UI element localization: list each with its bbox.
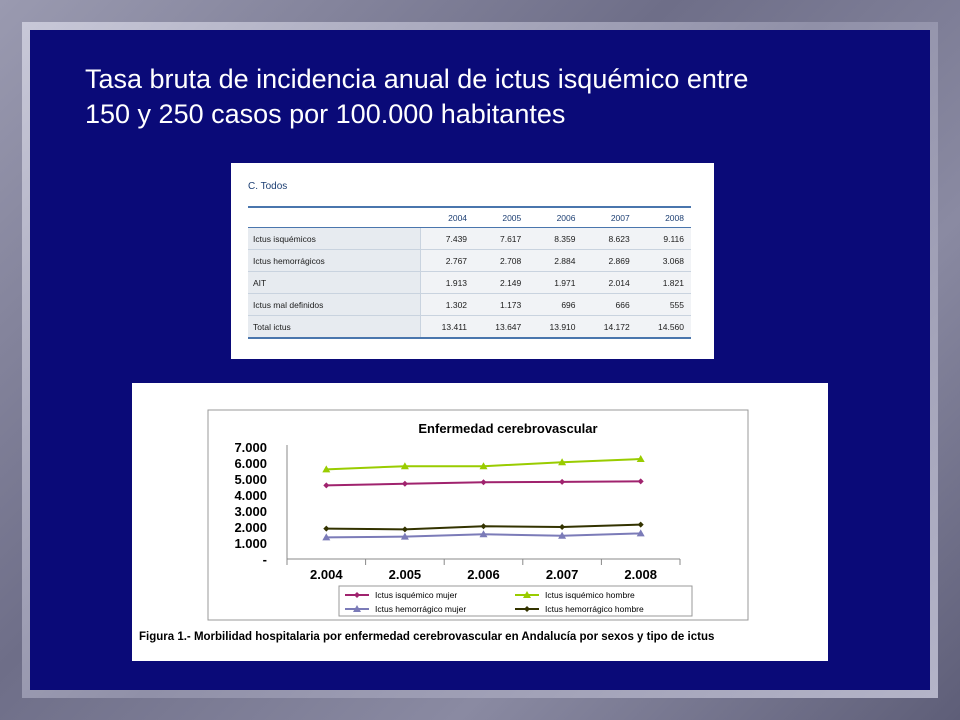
table-header-year: 2005: [474, 208, 528, 228]
slide-title-line-1: Tasa bruta de incidencia anual de ictus isquémico entre: [85, 64, 749, 94]
table-cell: 555: [637, 294, 691, 316]
chart-panel: [132, 383, 828, 661]
table-cell: 1.302: [420, 294, 474, 316]
y-tick-label: 3.000: [234, 504, 267, 519]
y-tick-label: 7.000: [234, 440, 267, 455]
table-cell: 666: [583, 294, 637, 316]
table-caption: C. Todos: [248, 181, 288, 192]
table-cell: 1.173: [474, 294, 528, 316]
table-cell: 2.767: [420, 250, 474, 272]
table-cell: 8.623: [583, 228, 637, 250]
table-cell: 2.708: [474, 250, 528, 272]
table-row-label: Ictus mal definidos: [248, 294, 420, 316]
table-cell: 8.359: [528, 228, 582, 250]
table-cell: 1.971: [528, 272, 582, 294]
table-cell: 2.884: [528, 250, 582, 272]
table-cell: 1.821: [637, 272, 691, 294]
y-tick-label: 2.000: [234, 520, 267, 535]
chart-legend: [339, 586, 692, 616]
legend-label: Ictus isquémico mujer: [375, 590, 458, 600]
table-header-year: 2007: [583, 208, 637, 228]
table-row: [248, 228, 691, 250]
slide-title-line-2: 150 y 250 casos por 100.000 habitantes: [85, 99, 566, 129]
table-cell: 14.560: [637, 316, 691, 339]
y-tick-label: -: [262, 552, 267, 567]
table-cell: 3.068: [637, 250, 691, 272]
table-cell: 2.014: [583, 272, 637, 294]
x-tick-label: 2.006: [467, 567, 500, 582]
x-tick-label: 2.004: [310, 567, 343, 582]
table-cell: 14.172: [583, 316, 637, 339]
table-row-label: Ictus hemorrágicos: [248, 250, 420, 272]
table-row-total: [248, 316, 691, 339]
table-cell: 1.913: [420, 272, 474, 294]
table-cell: 696: [528, 294, 582, 316]
table-row-label: AIT: [248, 272, 420, 294]
x-tick-label: 2.005: [388, 567, 422, 582]
x-tick-label: 2.007: [545, 567, 579, 582]
chart-title: Enfermedad cerebrovascular: [418, 421, 598, 436]
figure-caption: Figura 1.- Morbilidad hospitalaria por enfermedad cerebrovascular en Andalucía por sexos y tipo de ictus: [139, 631, 715, 643]
table-header-year: 2004: [420, 208, 474, 228]
line-chart: [132, 383, 828, 661]
table-cell: 13.647: [474, 316, 528, 339]
table-row: [248, 294, 691, 316]
legend-label: Ictus isquémico hombre: [545, 590, 635, 600]
legend-label: Ictus hemorrágico mujer: [375, 604, 467, 614]
table-row: [248, 250, 691, 272]
table-header-year: 2008: [637, 208, 691, 228]
table-cell: 2.869: [583, 250, 637, 272]
table-row-label: Total ictus: [248, 316, 420, 339]
table-header-year: 2006: [528, 208, 582, 228]
table-header-row: [248, 208, 691, 228]
table-row: [248, 272, 691, 294]
y-tick-label: 5.000: [234, 472, 267, 487]
legend-label: Ictus hemorrágico hombre: [545, 604, 644, 614]
y-tick-label: 6.000: [234, 456, 267, 471]
y-tick-label: 4.000: [234, 488, 267, 503]
table-row-label: Ictus isquémicos: [248, 228, 420, 250]
x-tick-label: 2.008: [624, 567, 657, 582]
table-cell: 13.910: [528, 316, 582, 339]
stroke-incidence-table: [248, 208, 691, 339]
table-cell: 9.116: [637, 228, 691, 250]
table-cell: 2.149: [474, 272, 528, 294]
slide-title: [85, 62, 905, 132]
stroke-table-panel: [231, 163, 714, 359]
table-cell: 7.617: [474, 228, 528, 250]
table-cell: 7.439: [420, 228, 474, 250]
slide-body: [30, 30, 930, 690]
table-cell: 13.411: [420, 316, 474, 339]
y-tick-label: 1.000: [234, 536, 267, 551]
table-header-corner: [248, 208, 420, 228]
